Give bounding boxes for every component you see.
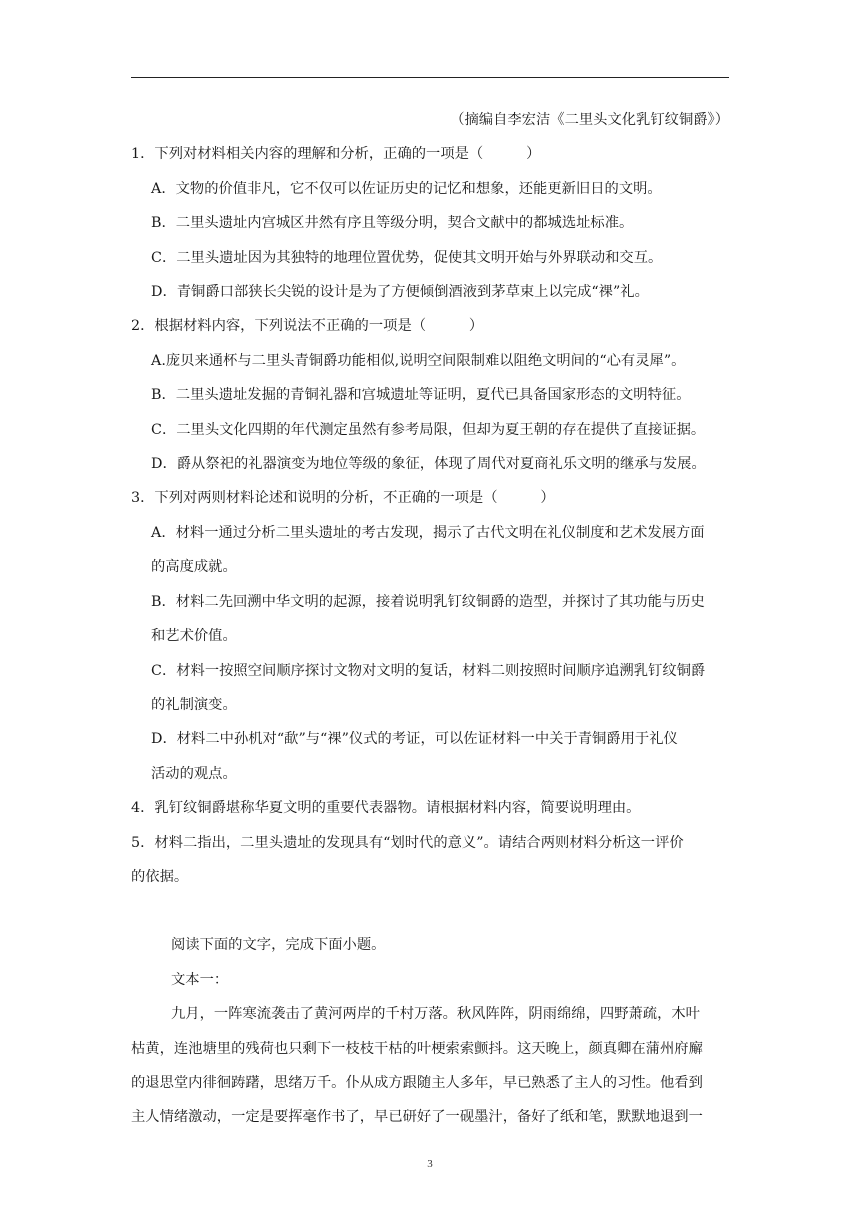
question-1-option-d: D．青铜爵口部狭长尖锐的设计是为了方便倾倒酒液到茅草束上以完成“祼”礼。 bbox=[151, 284, 649, 301]
source-citation: （摘编自李宏洁《二里头文化乳钉纹铜爵》） bbox=[450, 112, 729, 128]
question-2-option-c: C．二里头文化四期的年代测定虽然有参考局限，但却为夏王朝的存在提供了直接证据。 bbox=[151, 421, 706, 438]
question-3-stem: 3．下列对两则材料论述和说明的分析，不正确的一项是（ ） bbox=[131, 490, 555, 507]
passage-line-1: 九月，一阵寒流袭击了黄河两岸的千村万落。秋风阵阵，阴雨绵绵，四野萧疏，木叶 bbox=[171, 1006, 700, 1023]
question-5-cont: 的依据。 bbox=[131, 868, 189, 885]
question-3-option-a: A．材料一通过分析二里头遗址的考古发现，揭示了古代文明在礼仪制度和艺术发展方面 bbox=[151, 524, 705, 541]
question-3-option-a-cont: 的高度成就。 bbox=[151, 559, 237, 576]
passage-line-3: 的退思堂内徘徊踌躇，思绪万千。仆从成方跟随主人多年，早已熟悉了主人的习性。他看到 bbox=[131, 1074, 703, 1091]
section-gap bbox=[131, 894, 729, 928]
question-1-option-b: B．二里头遗址内宫城区井然有序且等级分明，契合文献中的都城选址标准。 bbox=[151, 215, 634, 232]
passage-line-4: 主人情绪激动，一定是要挥毫作书了，早已研好了一砚墨汁，备好了纸和笔，默默地退到一 bbox=[131, 1109, 703, 1126]
page-number: 3 bbox=[427, 1158, 433, 1170]
question-2-option-b: B．二里头遗址发掘的青铜礼器和宫城遗址等证明，夏代已具备国家形态的文明特征。 bbox=[151, 387, 691, 404]
question-1-stem: 1．下列对材料相关内容的理解和分析，正确的一项是（ ） bbox=[131, 146, 541, 163]
question-1-option-a: A．文物的价值非凡，它不仅可以佐证历史的记忆和想象，还能更新旧日的文明。 bbox=[151, 180, 662, 197]
text-one-label: 文本一： bbox=[171, 971, 229, 988]
question-3-option-d-cont: 活动的观点。 bbox=[151, 765, 237, 782]
question-3-option-c: C．材料一按照空间顺序探讨文物对文明的复话，材料二则按照时间顺序追溯乳钉纹铜爵 bbox=[151, 662, 706, 679]
question-2-stem: 2．根据材料内容，下列说法不正确的一项是（ ） bbox=[131, 318, 484, 335]
header-rule bbox=[131, 77, 729, 78]
question-5: 5．材料二指出，二里头遗址的发现具有“划时代的意义”。请结合两则材料分析这一评价 bbox=[131, 834, 684, 851]
passage-line-2: 枯黄，连池塘里的残荷也只剩下一枝枝干枯的叶梗索索颤抖。这天晚上，颜真卿在蒲州府廨 bbox=[131, 1040, 703, 1057]
reading-instruction: 阅读下面的文字，完成下面小题。 bbox=[171, 937, 386, 954]
question-3-option-b-cont: 和艺术价值。 bbox=[151, 628, 237, 645]
question-1-option-c: C．二里头遗址因为其独特的地理位置优势，促使其文明开始与外界联动和交互。 bbox=[151, 249, 663, 266]
question-3-option-c-cont: 的礼制演变。 bbox=[151, 696, 237, 713]
question-2-option-a: A.庞贝来通杯与二里头青铜爵功能相似,说明空间限制难以阻绝文明间的“心有灵犀”。 bbox=[151, 352, 686, 369]
page-content bbox=[131, 103, 729, 1135]
question-2-option-d: D．爵从祭祀的礼器演变为地位等级的象征，体现了周代对夏商礼乐文明的继承与发展。 bbox=[151, 456, 706, 473]
question-3-option-b: B．材料二先回溯中华文明的起源，接着说明乳钉纹铜爵的造型，并探讨了其功能与历史 bbox=[151, 593, 705, 610]
question-4: 4．乳钉纹铜爵堪称华夏文明的重要代表器物。请根据材料内容，简要说明理由。 bbox=[131, 800, 641, 817]
question-3-option-d: D．材料二中孙机对“歃”与“祼”仪式的考证，可以佐证材料一中关于青铜爵用于礼仪 bbox=[151, 731, 678, 748]
